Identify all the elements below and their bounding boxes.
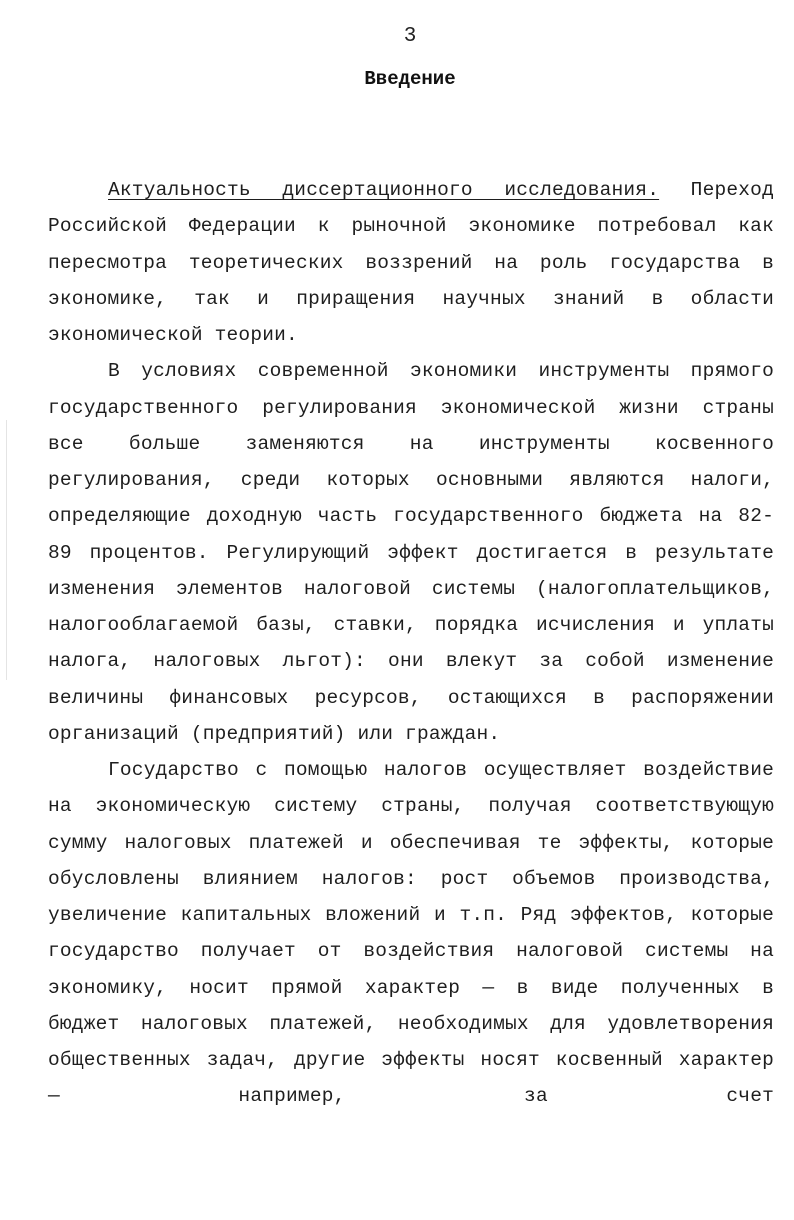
page-number: 3 [403,25,417,48]
regulation-text: В условиях современной экономики инструменты прямого государственного регулирования экономической жизни страны все больше заменяются на инструменты косвенного регулирования, среди которых основными являются налоги, определяющие доходную часть государственного бюджета на 82-89 процентов. Регулирующий эффект достигается в результате изменения элементов налоговой системы (налогоплательщиков, налогооблагаемой базы, ставки, порядка исчисления и уплаты налога, налоговых льгот): они влекут за собой изменение величины финансовых ресурсов, остающихся в распоряжении организаций (предприятий) или граждан. [48,360,774,745]
paragraph-regulation [48,353,774,752]
state-taxes-text: Государство с помощью налогов осуществляет воздействие на экономическую систему страны, получая соответствующую сумму налоговых платежей и обеспечивая те эффекты, которые обусловлены влиянием налогов: рост объемов производства, увеличение капитальных вложений и т.п. Ряд эффектов, которые государство получает от воздействия налоговой системы на экономику, носит прямой характер — в виде полученных в бюджет налоговых платежей, необходимых для удовлетворения общественных задач, другие эффекты носят косвенный характер — например, за счет [48,759,774,1108]
relevance-lead: Актуальность диссертационного исследования. [108,179,660,201]
section-heading: Введение [364,68,456,90]
body-text [48,172,774,1115]
scan-edge-mark [6,420,7,680]
paragraph-relevance [48,172,774,353]
relevance-text: Переход Российской Федерации к рыночной экономике потребовал как пересмотра теоретических воззрений на роль государства в экономике, так и приращения научных знаний в области экономической теории. [48,179,774,346]
paragraph-state-taxes [48,752,774,1115]
